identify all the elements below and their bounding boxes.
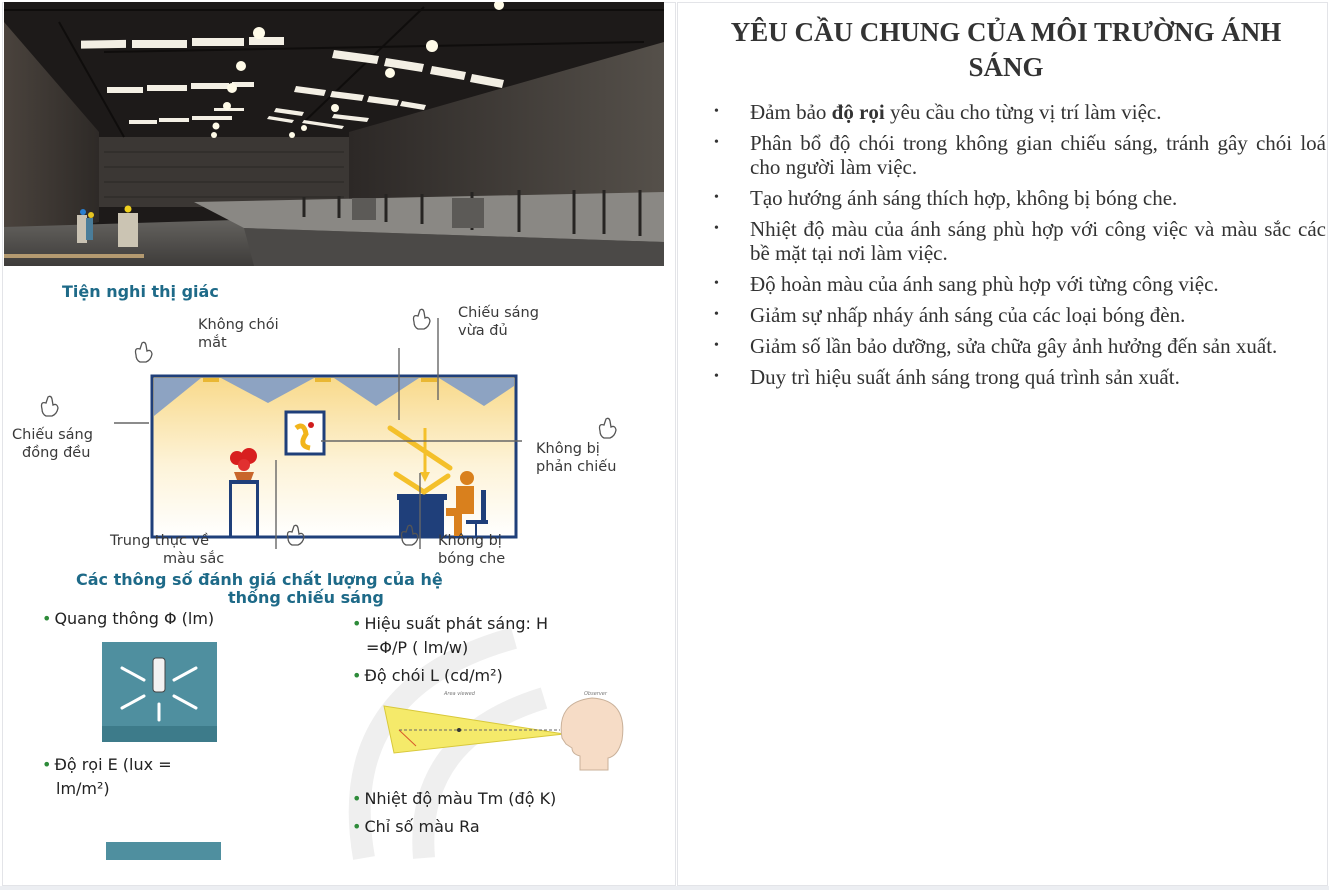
list-item: • Phân bổ độ chói trong không gian chiếu sáng, tránh gây chói loá cho người làm việc.	[714, 131, 1326, 179]
label-adequate-2: vừa đủ	[458, 323, 508, 339]
visual-comfort-title: Tiện nghi thị giác	[62, 282, 219, 301]
label-no-shadow-2: bóng che	[438, 551, 506, 567]
params-title-2: thống chiếu sáng	[228, 588, 384, 607]
label-no-glare-1: Không chói	[198, 317, 279, 333]
list-item: • Giảm số lần bảo dưỡng, sửa chữa gây ảnh hưởng đến sản xuất.	[714, 334, 1278, 358]
factory-hall-photo	[4, 2, 664, 266]
param-color-temp: • Nhiệt độ màu Tm (độ K)	[352, 789, 557, 808]
list-item: • Độ hoàn màu của ánh sang phù hợp với từng công việc.	[714, 272, 1219, 296]
illuminance-icon	[106, 842, 221, 860]
factory-hall-image	[4, 2, 664, 266]
list-item: • Đảm bảo độ rọi yêu cầu cho từng vị trí làm việc.	[714, 100, 1162, 124]
param-efficacy-1: • Hiệu suất phát sáng: H	[352, 614, 549, 633]
label-uniform-2: đồng đều	[22, 445, 91, 461]
area-viewed-label: Area viewed	[444, 691, 475, 697]
requirements-title: YÊU CẦU CHUNG CỦA MÔI TRƯỜNG ÁNH SÁNG	[730, 17, 1282, 82]
observer-label: Observer	[584, 691, 607, 697]
param-cri: • Chỉ số màu Ra	[352, 817, 480, 836]
lighting-quality-diagram	[4, 268, 667, 860]
param-luminance: • Độ chói L (cd/m²)	[352, 666, 503, 685]
param-luminous-flux: • Quang thông Φ (lm)	[42, 609, 215, 628]
label-uniform-1: Chiếu sáng	[12, 427, 93, 443]
label-adequate-1: Chiếu sáng	[458, 305, 539, 321]
param-illuminance-2: lm/m²)	[56, 779, 110, 798]
requirements-panel	[677, 2, 1328, 886]
label-no-reflection-1: Không bị	[536, 441, 600, 457]
list-item: • Nhiệt độ màu của ánh sáng phù hợp với công việc và màu sắc các bề mặt tại nơi làm việc.	[714, 217, 1326, 265]
label-color-fidelity-2: màu sắc	[163, 551, 225, 567]
label-no-glare-2: mắt	[198, 335, 227, 351]
list-item: • Giảm sự nhấp nháy ánh sáng của các loại bóng đèn.	[714, 303, 1186, 327]
list-item: • Tạo hướng ánh sáng thích hợp, không bị bóng che.	[714, 186, 1178, 210]
label-no-shadow-1: Không bị	[438, 533, 502, 549]
params-title-1: Các thông số đánh giá chất lượng của hệ	[76, 570, 443, 589]
label-color-fidelity-1: Trung thực về	[110, 533, 210, 549]
param-efficacy-2: =Φ/P ( lm/w)	[366, 638, 469, 657]
param-illuminance-1: • Độ rọi E (lux =	[42, 755, 172, 774]
list-item: • Duy trì hiệu suất ánh sáng trong quá trình sản xuất.	[714, 365, 1180, 389]
page-bottom-divider	[0, 886, 1329, 890]
label-no-reflection-2: phản chiếu	[536, 459, 617, 475]
requirements-list	[677, 100, 1328, 396]
